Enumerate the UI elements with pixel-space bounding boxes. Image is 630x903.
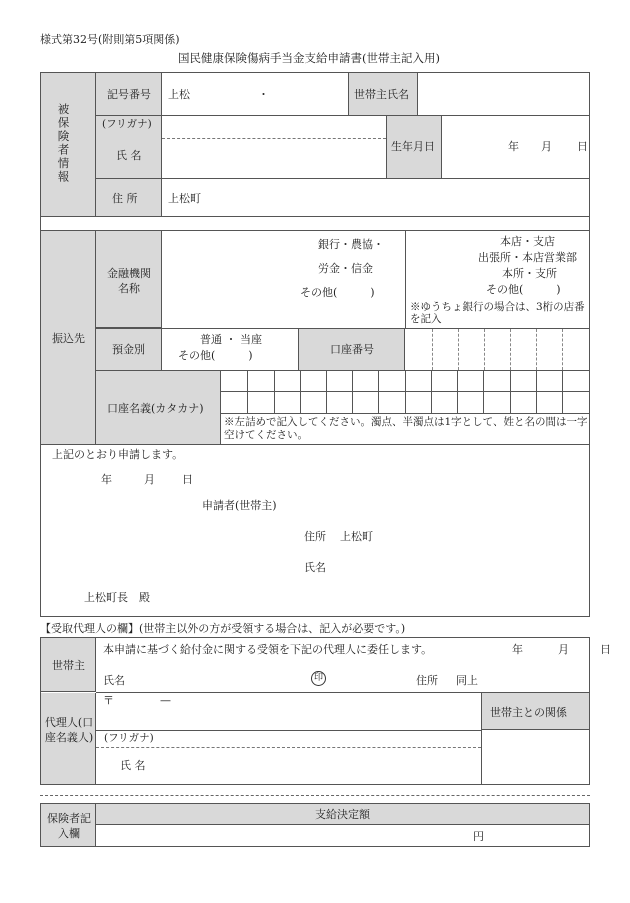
amount-label: 支給決定額 xyxy=(315,808,370,821)
delegate-text: 本申請に基づく給付金に関する受領を下記の代理人に委任します。 xyxy=(103,643,433,656)
postal-mark: 〒 xyxy=(103,694,114,707)
seal-mark: 印 xyxy=(311,671,326,686)
holder-grid[interactable] xyxy=(221,371,589,414)
deposit-type-1[interactable]: 普通 ・ 当座 xyxy=(200,333,262,346)
deposit-label: 預金別 xyxy=(112,343,145,356)
branch-type-3: 本所・支所 xyxy=(502,267,557,280)
delegate-name-field[interactable] xyxy=(130,670,310,688)
postal-dash: — xyxy=(160,694,171,707)
deposit-type-2[interactable]: その他( ) xyxy=(178,349,253,362)
application-statement: 上記のとおり申請します。 xyxy=(52,448,184,461)
addressee: 上松町長 殿 xyxy=(84,591,150,604)
cut-line xyxy=(40,795,590,796)
head-name-label: 世帯主氏名 xyxy=(354,88,409,101)
application-year: 年 xyxy=(101,473,112,486)
insured-section-label: 被保険者情報 xyxy=(56,103,71,184)
furigana-label: (フリガナ) xyxy=(102,118,152,130)
agent-name-field[interactable] xyxy=(150,750,470,782)
kigo-separator: ・ xyxy=(258,88,269,101)
holder-label: 口座名義(カタカナ) xyxy=(107,402,204,415)
section-divider xyxy=(40,217,590,231)
address-label: 住 所 xyxy=(112,192,138,205)
branch-type-4: その他( ) xyxy=(486,283,561,296)
amount-field[interactable] xyxy=(97,826,457,845)
applicant-address-label: 住所 xyxy=(304,530,326,543)
delegate-month: 月 xyxy=(558,643,569,656)
bank-label: 金融機関名称 xyxy=(107,267,151,295)
delegate-day: 日 xyxy=(600,643,611,656)
birth-label: 生年月日 xyxy=(391,140,435,153)
birth-month: 月 xyxy=(541,140,552,153)
applicant-name-field[interactable] xyxy=(334,556,554,576)
agent-name-label: 氏 名 xyxy=(120,759,146,772)
form-title: 国民健康保険傷病手当金支給申請書(世帯主記入用) xyxy=(178,51,440,65)
delegate-address-label: 住所 xyxy=(416,674,438,687)
delegate-name-label: 氏名 xyxy=(103,674,125,687)
furigana-field[interactable] xyxy=(163,117,386,137)
agent-furigana-label: (フリガナ) xyxy=(104,732,154,744)
account-number-field[interactable] xyxy=(406,329,589,370)
branch-type-1: 本店・支店 xyxy=(500,235,555,248)
bank-type-1: 銀行・農協・ xyxy=(318,238,384,251)
birth-year: 年 xyxy=(508,140,519,153)
relation-field[interactable] xyxy=(482,731,589,784)
yucho-note: ※ゆうちょ銀行の場合は、3桁の店番を記入 xyxy=(410,301,585,325)
agent-address-field[interactable] xyxy=(118,694,478,729)
bank-type-2: 労金・信金 xyxy=(318,262,373,275)
holder-note: ※左詰めで記入してください。濁点、半濁点は1字として、姓と名の間は一字空けてください。 xyxy=(224,416,588,441)
kigo-label: 記号番号 xyxy=(107,88,151,101)
kigo-value[interactable]: 上松 xyxy=(168,88,190,101)
delegate-year: 年 xyxy=(512,643,523,656)
address-value[interactable]: 上松町 xyxy=(168,192,201,205)
applicant-label: 申請者(世帯主) xyxy=(202,499,277,512)
application-month: 月 xyxy=(144,473,155,486)
proxy-heading: 【受取代理人の欄】(世帯主以外の方が受領する場合は、記入が必要です。) xyxy=(40,622,406,635)
agent-label: 代理人(口座名義人) xyxy=(44,716,94,744)
birth-day: 日 xyxy=(577,140,588,153)
form-number: 様式第32号(附則第5項関係) xyxy=(40,33,180,46)
application-day: 日 xyxy=(182,473,193,486)
name-label: 氏 名 xyxy=(116,149,142,162)
delegate-address-value[interactable]: 同上 xyxy=(456,674,478,687)
branch-type-2: 出張所・本店営業部 xyxy=(478,251,577,264)
yen-unit: 円 xyxy=(473,830,484,843)
name-field[interactable] xyxy=(163,140,386,177)
relation-label: 世帯主との関係 xyxy=(490,706,567,719)
proxy-head-label: 世帯主 xyxy=(52,659,85,672)
insurer-label: 保険者記入欄 xyxy=(47,812,91,840)
account-number-label: 口座番号 xyxy=(330,343,374,356)
head-name-field[interactable] xyxy=(419,74,589,114)
applicant-address-value[interactable]: 上松町 xyxy=(340,530,373,543)
birth-field[interactable] xyxy=(443,117,589,177)
bank-type-3: その他( ) xyxy=(300,286,375,299)
transfer-section-label: 振込先 xyxy=(52,332,85,345)
applicant-name-label: 氏名 xyxy=(304,561,326,574)
